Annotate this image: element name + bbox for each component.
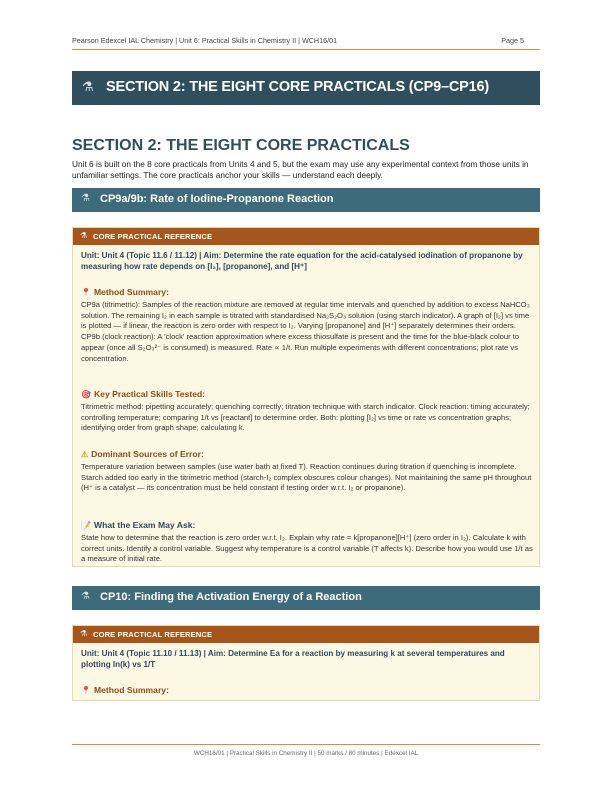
cp10-reference-card xyxy=(72,625,540,701)
header-divider xyxy=(72,49,540,50)
footer-divider xyxy=(72,744,540,745)
microscope-icon: ⚗ xyxy=(81,591,90,602)
memo-icon: 📝 xyxy=(81,521,91,530)
cp10-method-title: Method Summary: xyxy=(93,685,169,695)
microscope-icon: ⚗ xyxy=(80,629,88,638)
cp10-title: CP10: Finding the Activation Energy of a Reaction xyxy=(100,591,362,603)
section-heading: SECTION 2: THE EIGHT CORE PRACTICALS xyxy=(72,137,410,154)
cp9-exam-text: State how to determine that the reaction is zero order w.r.t. I₂. Explain why rate = k[propanone][H⁺] (zero order in I₂). Calculate k with correct units. Identify a control variable. Suggest why temperature is a control variable (T affects k). Describe how you would use 1/t as a measure of initial rate. xyxy=(81,533,533,564)
microscope-icon: ⚗ xyxy=(81,193,90,204)
cp9-reference-label: CORE PRACTICAL REFERENCE xyxy=(93,232,213,241)
cp9-exam-title: What the Exam May Ask: xyxy=(93,520,196,530)
target-icon: 🎯 xyxy=(81,390,91,399)
cp9-title: CP9a/9b: Rate of Iodine-Propanone Reaction xyxy=(100,193,334,205)
cp10-method-heading xyxy=(81,685,169,695)
section-banner xyxy=(72,71,540,105)
cp9-skills-text: Titrimetric method: pipetting accurately; quenching correctly; titration technique with starch indicator. Clock reaction: timing accurately; controlling temperature; comparing 1/t vs [reactant] to determine order. Both: plotting [I₂] vs time or rate vs concentration graphs; identifying order from graph shape; calculating k. xyxy=(81,402,530,433)
cp9-errors-title: Dominant Sources of Error: xyxy=(91,449,204,459)
cp9-skills-heading xyxy=(81,389,205,399)
pin-icon: 📍 xyxy=(81,288,91,297)
cp10-reference-label: CORE PRACTICAL REFERENCE xyxy=(93,630,213,639)
cp9-skills-title: Key Practical Skills Tested: xyxy=(93,389,206,399)
cp9-method-text: CP9a (titrimetric): Samples of the reaction mixture are removed at regular time intervals and quenched by addition to excess NaHCO₃ solution. The remaining I₂ in each sample is titrated with standardised Na₂S₂O₃ solution (using starch indicator). A graph of [I₂] vs time is plotted — if linear, the reaction is zero order with respect to I₂. Varying [propanone] and [H⁺] separately determines their orders. CP9b (clock reaction): A 'clock' reaction approximation where excess thiosulfate is present and the time for the blue-black colour to appear (once all S₂O₃²⁻ is consumed) is measured. Rate ∝ 1/t. Run multiple experiments with different concentrations; plot rate vs concentration. xyxy=(81,300,530,363)
section-intro: Unit 6 is built on the 8 core practicals from Units 4 and 5, but the exam may use any experimental context from those units in unfamiliar settings. The core practicals anchor your skills — understand each deeply. xyxy=(72,159,529,180)
cp9-reference-header xyxy=(73,228,539,245)
microscope-icon: ⚗ xyxy=(80,231,88,240)
section-banner-title: SECTION 2: THE EIGHT CORE PRACTICALS (CP9–CP16) xyxy=(106,79,489,95)
cp10-reference-header xyxy=(73,626,539,643)
cp9-errors-text: Temperature variation between samples (use water bath at fixed T). Reaction continues during titration if quenching is incomplete. Starch added too early in the titrimetric method (starch-I₂ complex obscures colour changes). Not maintaining the same pH throughout (H⁺ is a catalyst — its concentration must be held constant if testing order w.r.t. I₂ or propanone). xyxy=(81,462,532,493)
cp9-exam-heading xyxy=(81,520,195,530)
header-course-info: Pearson Edexcel IAL Chemistry | Unit 6: Practical Skills in Chemistry II | WCH16/01 xyxy=(72,36,338,45)
cp9-method-heading xyxy=(81,287,169,297)
page-number: Page 5 xyxy=(501,36,524,45)
cp10-aim: Unit: Unit 4 (Topic 11.10 / 11.13) | Aim: Determine Ea for a reaction by measuring k at several temperatures and plotting ln(k) vs 1/T xyxy=(81,649,505,669)
microscope-icon: ⚗ xyxy=(82,79,94,94)
cp9-aim: Unit: Unit 4 (Topic 11.6 / 11.12) | Aim: Determine the rate equation for the acid-catalysed iodination of propanone by measuring how rate depends on [I₂], [propanone], and [H⁺] xyxy=(81,251,523,271)
cp9-method-title: Method Summary: xyxy=(93,287,169,297)
page-header xyxy=(72,36,540,50)
cp10-title-bar xyxy=(72,586,540,610)
page-footer: WCH16/01 | Practical Skills in Chemistry II | 50 marks / 80 minutes | Edexcel IAL xyxy=(193,750,419,757)
cp9-title-bar xyxy=(72,188,540,212)
cp9-reference-card xyxy=(72,227,540,567)
cp9-errors-heading xyxy=(81,449,204,459)
pin-icon: 📍 xyxy=(81,686,91,695)
warning-icon: ⚠ xyxy=(81,450,89,459)
